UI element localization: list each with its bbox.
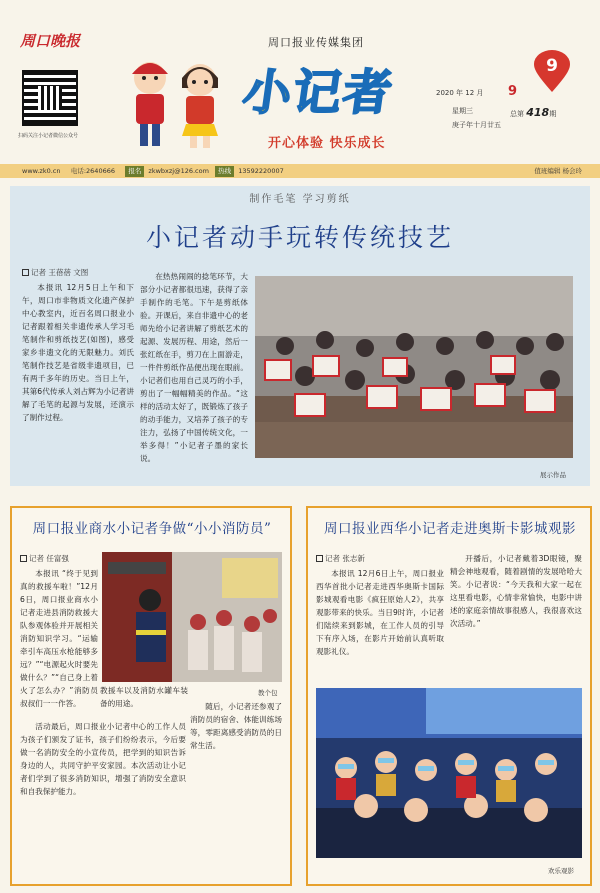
issue-label: 总第 — [510, 110, 524, 118]
top-body-2: 在热热闹闹的捻笔环节，大部分小记者都很迅速，获得了亲手制作的毛笔。下午是剪纸体验。开课后，来自非遗中心的老师先给小记者讲解了剪纸艺术的起源、发展历程、用途，然后一张红纸在手，剪刀在上面游走，一件件剪纸作品便出现在眼前。小记者们也用自己灵巧的小手，剪出了一幅幅精美的作品。“这样的活动太好了，既锻炼了孩子的动手能力，又培养了孩子的专注力，弘扬了中国传统文化，一举多得！”小记者子墨的家长说。 — [140, 272, 248, 463]
top-photo — [255, 276, 573, 458]
byline-box-icon — [22, 269, 29, 276]
right-photo-caption: 欢乐观影 — [548, 867, 574, 875]
top-column-1 — [22, 266, 134, 476]
duty-editor: 值班编辑 杨会玲 — [534, 167, 582, 175]
right-body-2: 开播后，小记者戴着3D眼镜，聚精会神地观看，随着剧情的发展哈哈大笑。小记者说：“今天我和大家一起在这里看电影，心情非常愉快，电影中讲述的家庭亲情故事很感人，我很喜欢这次活动。” — [450, 554, 582, 628]
slogan-part-b: 快乐成长 — [329, 136, 386, 151]
byline-box-icon — [20, 555, 27, 562]
left-body-1: 本报讯 “终于见到真的救援车啦！”12月6日，周口报业商水小记者走进县消防救援大队参观体验并开展相关消防知识学习。“运输牵引车高压水枪能够多远？”“电源起火时要先做什么？”“自己身上着火了怎么办？”消防员叔叔们一一作答。 — [20, 569, 98, 708]
group-name: 周口报业传媒集团 — [268, 36, 364, 49]
left-column-4 — [20, 720, 186, 878]
top-byline — [22, 266, 134, 279]
top-column-2 — [140, 270, 248, 480]
qr-code — [22, 70, 78, 126]
left-column-2 — [100, 684, 188, 720]
hotline: 13592220007 — [238, 167, 284, 175]
website: www.zk0.cn — [22, 167, 61, 175]
right-body-1: 本报讯 12月6日上午，周口报业西华首批小记者走进西华奥斯卡国际影城观看电影《疯狂原始人2》，共享观影带来的快乐。当日9时许，小记者们陆续来到影城，在工作人员的引导下有序入场，在影片开始前认真听取观影礼仪。 — [316, 569, 444, 656]
issue-day: 9 — [508, 84, 518, 99]
right-photo — [316, 688, 582, 858]
issue-number — [510, 106, 556, 119]
right-column-1 — [316, 552, 444, 682]
kids-mascot-illustration — [118, 52, 236, 152]
tag-signup: 报名 — [125, 166, 144, 177]
phone: 电话:2640666 — [70, 167, 115, 175]
left-body-2: 教援车以及消防水罐车装备的用途。 — [100, 686, 188, 708]
top-body-1: 本报讯 12月5日上午和下午，周口市非物质文化遗产保护中心教室内，近百名周口报业小记者跟着相关非遗传承人学习毛笔制作和剪纸技艺(如图)，感受家乡非遗文化的无限魅力。刘氏笔制作技艺是省级非遗项目，已有两千多年的历史。当日上午，其第6代传承人刘占辉为小记者讲解了毛笔的起源与发展，还演示了制作过程。 — [22, 283, 134, 422]
right-headline: 周口报业西华小记者走进奥斯卡影城观影 — [324, 521, 576, 537]
top-photo-caption: 展示作品 — [540, 471, 566, 479]
left-byline — [20, 552, 98, 565]
top-byline-text: 记者 王蓓蓓 文图 — [31, 268, 89, 277]
left-headline: 周口报业商水小记者争做“小小消防员” — [32, 521, 272, 537]
newspaper-logo: 周口晚报 — [20, 32, 81, 50]
slogan-part-a: 开心体验 — [268, 136, 325, 151]
top-subhead: 制作毛笔 学习剪纸 — [249, 194, 351, 205]
page-number: 9 — [546, 56, 558, 76]
slogan — [268, 132, 386, 151]
tag-hotline: 热线 — [215, 166, 234, 177]
right-byline — [316, 552, 444, 565]
email: zkwbxzj@126.com — [148, 167, 209, 175]
brand-title: 小记者 — [239, 65, 398, 121]
top-headline: 小记者动手玩转传统技艺 — [145, 223, 454, 252]
left-byline-text: 记者 任富强 — [29, 554, 69, 563]
left-body-4: 活动最后，周口报业小记者中心的工作人员为孩子们颁发了证书，孩子们纷纷表示，今后要做一名消防安全的小宣传员，把学到的知识告诉身边的人，共同守护平安家园。本次活动让小记者们学到了很多消防知识，增强了消防安全意识和自我保护能力。 — [20, 722, 186, 796]
qr-caption: 扫码关注小记者微信公众号 — [18, 133, 79, 139]
info-bar — [0, 164, 600, 178]
left-body-3: 随后，小记者还参观了消防员的宿舍、体能训练场等，零距离感受消防员的日常生活。 — [190, 702, 282, 750]
left-photo-caption: 教个包 — [258, 689, 278, 697]
left-column-3 — [190, 700, 282, 850]
left-photo — [102, 552, 282, 682]
byline-box-icon — [316, 555, 323, 562]
lunar-date: 庚子年十月廿五 — [452, 121, 501, 129]
issue-date: 2020 年 12 月 — [436, 89, 484, 97]
right-byline-text: 记者 张志新 — [325, 554, 365, 563]
weekday: 星期三 — [452, 107, 473, 115]
right-column-2 — [450, 552, 582, 672]
issue-num: 418 — [526, 106, 550, 119]
issue-suffix: 期 — [549, 110, 557, 118]
